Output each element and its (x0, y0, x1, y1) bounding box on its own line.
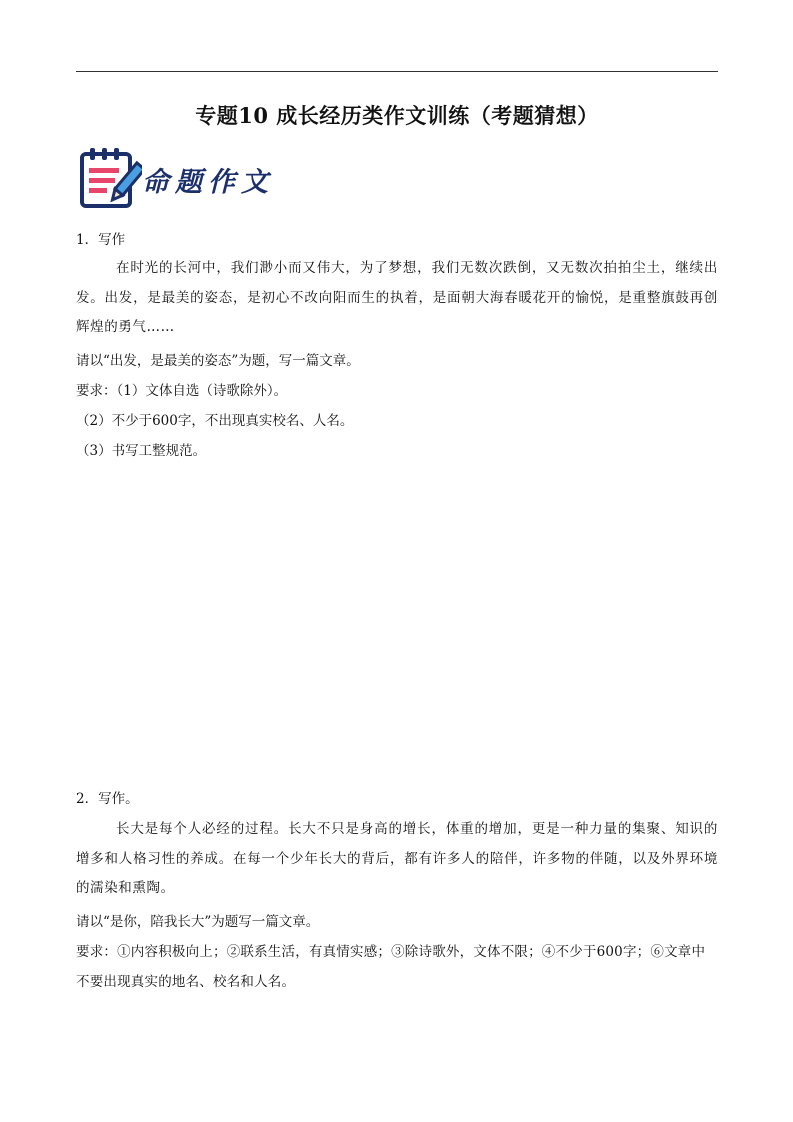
question-1-number: 1．写作 (76, 232, 126, 248)
question-2-passage: 长大是每个人必经的过程。长大不只是身高的增长，体重的增加，更是一种力量的集聚、知识的增多和人格习性的养成。在每一个少年长大的背后，都有许多人的陪伴，许多物的伴随，以及外界环境的濡染和熏陶。 (76, 821, 718, 896)
question-1-prompt: 请以“出发，是最美的姿态”为题，写一篇文章。 (76, 353, 360, 369)
question-1-requirement: （3）书写工整规范。 (76, 443, 207, 459)
page-title: 专题10 成长经历类作文训练（考题猜想） (195, 103, 599, 128)
question-2-number: 2．写作。 (76, 791, 139, 807)
section-banner (78, 146, 278, 212)
section-heading: 命题作文 (142, 167, 274, 198)
notebook-pencil-icon (78, 146, 142, 212)
question-2-requirement: 要求：①内容积极向上；②联系生活，有真情实感；③除诗歌外，文体不限；④不少于600字；⑥文章中不要出现真实的地名、校名和人名。 (76, 944, 706, 990)
question-2-prompt: 请以“是你，陪我长大”为题写一篇文章。 (76, 914, 320, 930)
question-1-passage: 在时光的长河中，我们渺小而又伟大，为了梦想，我们无数次跌倒，又无数次拍拍尘土，继续出发。出发，是最美的姿态，是初心不改向阳而生的执着，是面朝大海春暖花开的愉悦，是重整旗鼓再创辉煌的勇气…… (76, 260, 718, 335)
question-1-requirement: 要求：（1）文体自选（诗歌除外）。 (76, 383, 288, 399)
question-1-requirement: （2）不少于600字，不出现真实校名、人名。 (76, 413, 354, 429)
header-rule (76, 71, 718, 72)
